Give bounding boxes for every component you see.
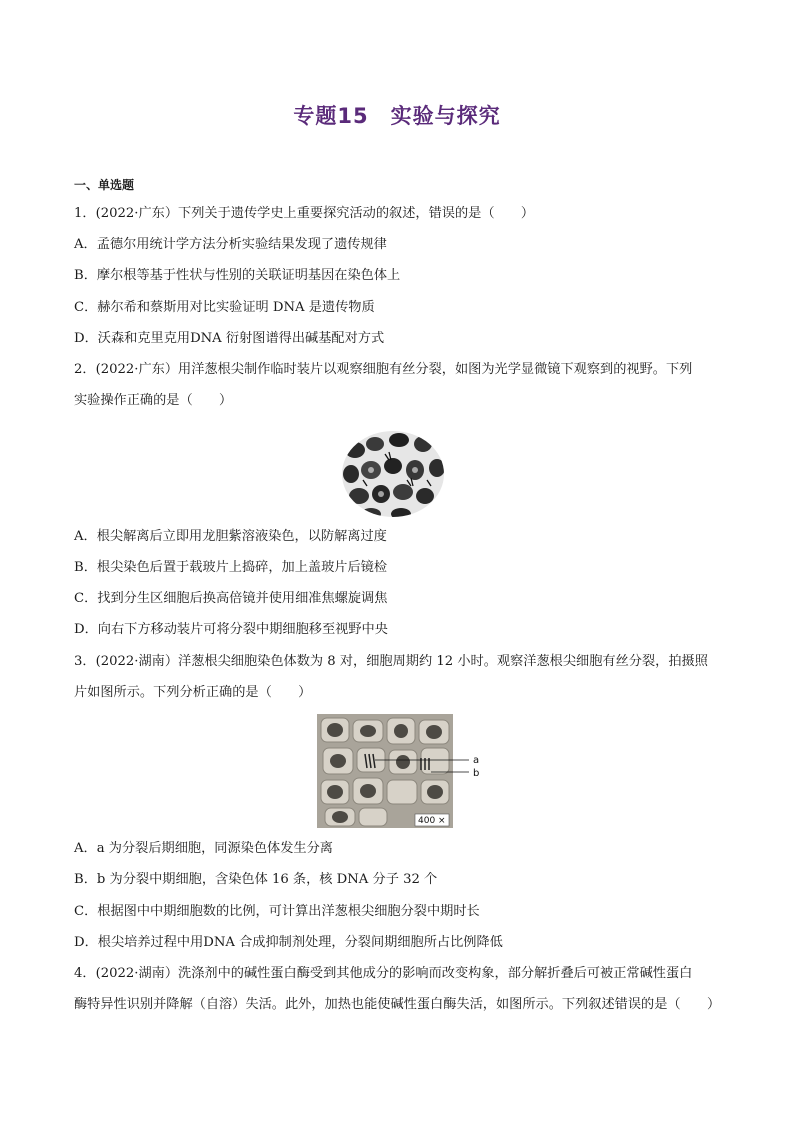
q1-option-a: A．孟德尔用统计学方法分析实验结果发现了遗传规律 [74, 237, 387, 252]
magnification-label: 400 × [418, 816, 446, 826]
q3-option-a: A．a 为分裂后期细胞，同源染色体发生分离 [74, 841, 333, 856]
microscope-view-image [341, 430, 445, 518]
q2-option-a: A．根尖解离后立即用龙胆紫溶液染色，以防解离过度 [74, 529, 387, 544]
q2-stem-line1: 2．(2022·广东）用洋葱根尖制作临时装片以观察细胞有丝分裂，如图为光学显微镜下观察到的视野。下列 [74, 362, 693, 377]
q2-option-b: B．根尖染色后置于载玻片上捣碎，加上盖玻片后镜检 [74, 560, 388, 575]
q3-stem-line2: 片如图所示。下列分析正确的是（ ） [74, 685, 312, 700]
q1-stem: 1．(2022·广东）下列关于遗传学史上重要探究活动的叙述，错误的是（ ） [74, 206, 535, 221]
q3-stem-line1: 3．(2022·湖南）洋葱根尖细胞染色体数为 8 对，细胞周期约 12 小时。观察洋葱根尖细胞有丝分裂，拍摄照 [74, 654, 708, 669]
q4-stem-line1: 4．(2022·湖南）洗涤剂中的碱性蛋白酶受到其他成分的影响而改变构象，部分解折叠后可被正常碱性蛋白 [74, 966, 693, 981]
q3-option-c: C．根据图中中期细胞数的比例，可计算出洋葱根尖细胞分裂中期时长 [74, 904, 480, 919]
label-a: a [473, 755, 480, 766]
q1-option-b: B．摩尔根等基于性状与性别的关联证明基因在染色体上 [74, 268, 401, 283]
page-title [0, 100, 794, 130]
label-b: b [473, 768, 480, 779]
q1-option-d: D．沃森和克里克用DNA 衍射图谱得出碱基配对方式 [74, 331, 385, 346]
onion-root-tip-image [317, 714, 487, 828]
q1-option-c: C．赫尔希和蔡斯用对比实验证明 DNA 是遗传物质 [74, 300, 375, 315]
section-heading: 一、单选题 [74, 178, 135, 192]
q4-stem-line2: 酶特异性识别并降解（自溶）失活。此外，加热也能使碱性蛋白酶失活，如图所示。下列叙述错误的是（ ） [74, 997, 721, 1012]
q2-stem-line2: 实验操作正确的是（ ） [74, 393, 233, 408]
q2-option-c: C．找到分生区细胞后换高倍镜并使用细准焦螺旋调焦 [74, 591, 388, 606]
q3-option-d: D．根尖培养过程中用DNA 合成抑制剂处理，分裂间期细胞所占比例降低 [74, 935, 503, 950]
q2-option-d: D．向右下方移动装片可将分裂中期细胞移至视野中央 [74, 622, 388, 637]
title-main: 专题15 [293, 104, 369, 128]
q3-option-b: B．b 为分裂中期细胞，含染色体 16 条，核 DNA 分子 32 个 [74, 872, 438, 887]
title-sub: 实验与探究 [390, 104, 501, 128]
